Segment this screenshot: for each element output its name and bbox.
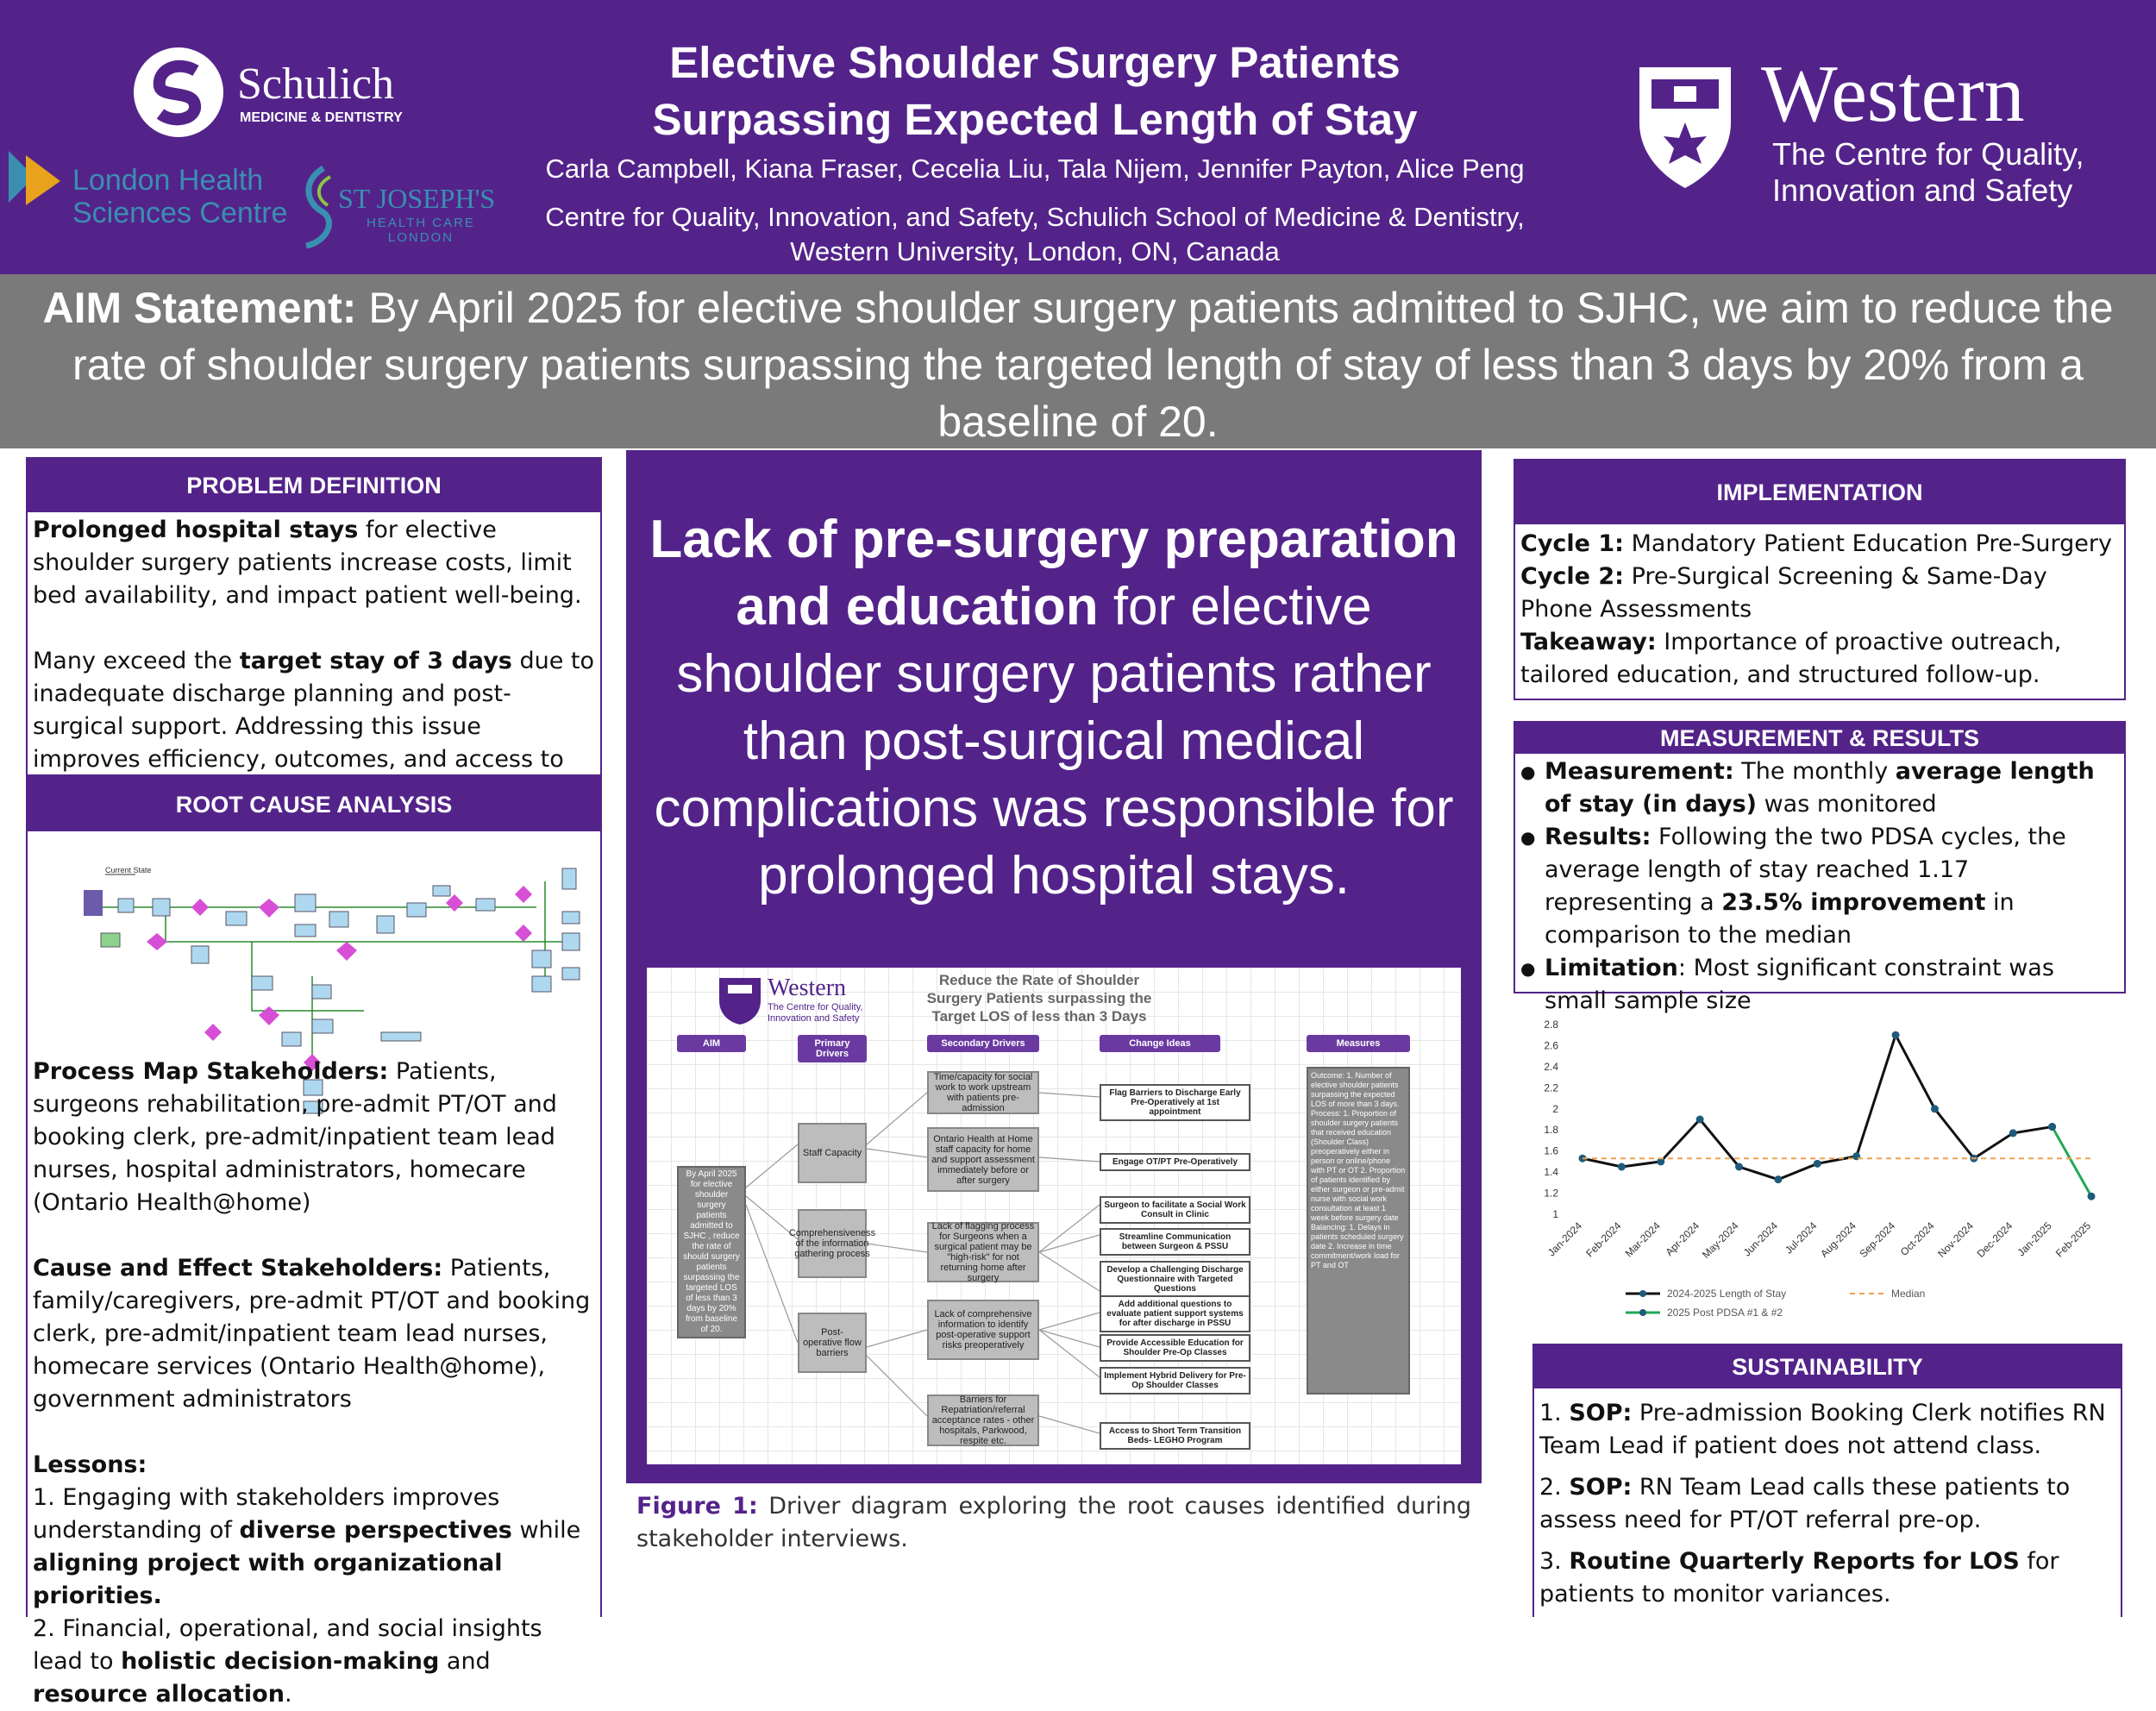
l1-b1: diverse perspectives [239,1517,512,1544]
lhsc-line1: London Health [72,164,264,197]
results-label: Results: [1545,824,1651,850]
sop-3-label: Routine Quarterly Reports for LOS [1569,1548,2020,1575]
driver-head-secondary: Secondary Drivers [927,1035,1039,1052]
results-bold: 23.5% improvement [1721,889,1986,916]
affiliation-line1: Centre for Quality, Innovation, and Safety, Schulich School of Medicine & Dentistry, [545,202,1525,232]
implementation-panel [1514,459,2126,700]
affiliation [517,200,1552,269]
cause-effect-stakeholders [33,1252,595,1416]
schulich-subtitle: MEDICINE & DENTISTRY [240,110,403,125]
key-finding-rest: for elective shoulder surgery patients rather than post-surgical medical complications was responsible for prolonged hospital stays. [654,577,1454,906]
x-tick-label: Dec-2024 [1974,1219,2015,1260]
l2-c: and [439,1648,491,1675]
sop-3-text: for patients to monitor variances. [1539,1548,2059,1608]
measurement-panel [1514,721,2126,1014]
y-tick-label: 2.6 [1544,1039,1558,1052]
caption-label: Figure 1: [636,1493,758,1520]
takeaway-label: Takeaway: [1520,629,1657,655]
data-point [1774,1175,1782,1183]
data-point [2009,1129,2017,1137]
sjhc-logo-icon [298,164,341,250]
cycle-1 [1520,528,2119,561]
x-tick-label: Feb-2024 [1583,1219,1624,1260]
western-sub2: Innovation and Safety [1772,172,2073,208]
lhsc-line2: Sciences Centre [72,197,288,229]
key-finding-bold: Lack of pre-surgery preparation and education [649,510,1458,636]
sop-3-num: 3. [1539,1548,1570,1575]
sop-2 [1539,1471,2115,1537]
legend-marker [1639,1309,1646,1316]
limitation-label: Limitation [1545,955,1678,981]
driver-change-8: Implement Hybrid Delivery for Pre-Op Shoulder Classes [1100,1367,1250,1394]
problem-p2-rest: due to inadequate discharge planning and post-surgical support. Addressing this issue improves efficiency, outcomes, and access to [33,648,595,773]
y-tick-label: 1 [1552,1208,1558,1220]
driver-change-9: Access to Short Term Transition Beds- LEGHO Program [1100,1422,1250,1450]
data-point [1892,1031,1900,1039]
driver-secondary-5: Barriers for Repatriation/referral acceptance rates - other hospitals, Parkwood, respite etc. [927,1394,1039,1446]
los-chart-svg [1514,1000,2134,1328]
process-map-title: Current State [105,866,152,874]
aim-statement [0,274,2156,448]
data-point [1696,1116,1704,1124]
l2-a: 2. Financial, operational, and social insights lead to [33,1615,542,1675]
driver-change-4: Streamline Communication between Surgeon & PSSU [1100,1228,1250,1256]
y-tick-label: 1.6 [1544,1144,1558,1157]
sop-1 [1539,1397,2115,1463]
data-point [2048,1123,2056,1131]
driver-head-change: Change Ideas [1100,1035,1220,1052]
limitation-text: : Most significant constraint was small sample size [1545,955,2054,1014]
x-tick-label: Feb-2025 [2053,1219,2094,1260]
center-column [626,450,1482,1617]
problem-p1-bold: Prolonged hospital stays [33,517,359,543]
pm-bold: Process Map Stakeholders: [33,1058,389,1085]
driver-title: Reduce the Rate of Shoulder Surgery Patients surpassing the Target LOS of less than 3 Days [926,972,1152,1025]
sop-1-num: 1. [1539,1400,1570,1426]
ce-rest: Patients, family/caregivers, pre-admit PT/OT and booking clerk, pre-admit/inpatient team lead nurses, homecare services (Ontario Health@home), government administrators [33,1255,591,1413]
legend-marker [1639,1290,1646,1297]
driver-western-sub1: The Centre for Quality, [768,1002,863,1012]
driver-primary-1: Staff Capacity [798,1123,867,1183]
process-map-stakeholders [33,1056,595,1219]
driver-secondary-4: Lack of comprehensive information to identify post-operative support risks preoperatively [927,1300,1039,1360]
results-a: Following the two PDSA cycles, the average length of stay reached 1.17 representing a [1545,824,2066,916]
key-finding [626,506,1482,910]
rca-text [28,1056,600,1711]
western-sub1: The Centre for Quality, [1772,136,2084,172]
problem-p2-bold: target stay of 3 days [239,648,512,674]
driver-diagram [647,968,1461,1464]
sop-2-num: 2. [1539,1474,1570,1501]
x-tick-label: Mar-2024 [1622,1219,1663,1260]
lessons-label: Lessons: [33,1451,147,1478]
western-name: Western [1761,49,2025,139]
driver-change-5: Develop a Challenging Discharge Questionnaire with Targeted Questions [1100,1261,1250,1298]
title-line2: Surpassing Expected Length of Stay [652,95,1418,144]
driver-primary-3: Post-operative flow barriers [798,1313,867,1373]
x-tick-label: Jun-2024 [1740,1219,1781,1259]
cycle-1-label: Cycle 1: [1520,530,1624,557]
y-tick-label: 1.8 [1544,1124,1558,1137]
los-chart [1514,1000,2134,1328]
sop-3 [1539,1545,2115,1611]
sjhc-sub2: LONDON [387,230,454,245]
sop-1-label: SOP: [1569,1400,1633,1426]
sop-2-label: SOP: [1569,1474,1633,1501]
data-point [1814,1160,1821,1168]
l1-c: while [511,1517,581,1544]
x-tick-label: Jan-2025 [2015,1219,2054,1259]
results-rest: in comparison to the median [1545,889,2015,949]
y-tick-label: 1.4 [1544,1166,1558,1179]
results-bullet [1520,821,2119,952]
measurement-bold: average length of stay (in days) [1545,758,2095,818]
lesson-2 [33,1613,595,1711]
driver-secondary-3: Lack of flagging process for Surgeons when a surgical patient may be "high-risk" for not returning home after surgery [927,1222,1039,1282]
l1-b2: aligning project with organizational priorities. [33,1550,503,1609]
western-crest-icon [1634,62,1736,191]
x-tick-label: Nov-2024 [1935,1219,1976,1260]
takeaway-text: Importance of proactive outreach, tailored education, and structured follow-up. [1520,629,2062,688]
lessons [33,1449,595,1711]
takeaway [1520,626,2119,692]
cycle-2 [1520,561,2119,626]
measurement-a: The monthly [1733,758,1896,785]
pm-rest: Patients, surgeons rehabilitation, pre-admit PT/OT and booking clerk, pre-admit/inpatient team lead nurses, hospital administrators, homecare (Ontario Health@home) [33,1058,557,1216]
series-line-1 [2053,1127,2091,1197]
driver-head-primary: Primary Drivers [798,1035,867,1062]
driver-change-1: Flag Barriers to Discharge Early Pre-Operatively at 1st appointment [1100,1084,1250,1121]
data-point [2088,1193,2096,1200]
schulich-name: Schulich [237,60,394,109]
x-tick-label: Sep-2024 [1857,1219,1898,1260]
driver-aim-box: By April 2025 for elective shoulder surgery patients admitted to SJHC , reduce the rate of should surgery patients surpassing the targeted LOS of less than 3 days by 20% from baseline of 20. [677,1166,746,1338]
cycle-2-text: Pre-Surgical Screening & Same-Day Phone Assessments [1520,563,2047,623]
driver-measures-box: Outcome: 1. Number of elective shoulder patients surpassing the expected LOS of more than 3 days. Process: 1. Proportion of shoulder surgery patients that received education (Shoulder Class) preoperatively either in person or online/phone with PT or OT 2. Proportion of patients identified by either surgeon or pre-admit nurse with social work consultation at least 1 week before surgery date Balancing: 1. Delays in patients scheduled surgery date 2. Increase in time commitment/work load for PT and OT [1307,1067,1410,1394]
sjhc-name: ST JOSEPH'S [338,183,496,214]
problem-p2-a: Many exceed the [33,648,240,674]
l2-d: . [284,1681,292,1708]
driver-secondary-1: Time/capacity for social work to work upstream with patients pre-admission [927,1071,1039,1114]
title-line1: Elective Shoulder Surgery Patients [669,38,1401,87]
measurement-label: Measurement: [1545,758,1734,785]
problem-p1-rest: for elective shoulder surgery patients increase costs, limit bed availability, and impact patient well-being. [33,517,582,609]
aim-text: By April 2025 for elective shoulder surgery patients admitted to SJHC, we aim to reduce the rate of shoulder surgery patients surpassing the targeted length of stay of less than 3 days by 20% from a baseline of 20. [72,284,2114,446]
poster-title [517,34,1552,148]
lhsc-logo-icon [0,147,62,209]
sop-2-text: RN Team Lead calls these patients to assess need for PT/OT referral pre-op. [1539,1474,2071,1533]
x-tick-label: Oct-2024 [1897,1219,1937,1259]
y-tick-label: 2.8 [1544,1018,1558,1031]
x-tick-label: Apr-2024 [1663,1219,1702,1259]
lhsc-name [72,164,287,229]
data-point [1735,1163,1743,1171]
rca-heading: ROOT CAUSE ANALYSIS [28,778,600,831]
driver-change-3: Surgeon to facilitate a Social Work Consult in Clinic [1100,1196,1250,1224]
aim-label: AIM Statement: [42,284,357,332]
problem-heading: PROBLEM DEFINITION [28,459,600,512]
driver-western-sub2: Innovation and Safety [768,1013,860,1024]
legend-label: Median [1891,1288,1926,1300]
header-banner [0,0,2156,274]
sjhc-sub1: HEALTH CARE [367,216,475,230]
measurement-bullet [1520,755,2119,821]
measurement-rest: was monitored [1757,791,1937,818]
x-tick-label: Jul-2024 [1782,1219,1820,1257]
schulich-logo-icon [131,45,226,140]
lesson-1 [33,1482,595,1613]
driver-change-7: Provide Accessible Education for Shoulder Pre-Op Classes [1100,1334,1250,1362]
driver-primary-2: Comprehensiveness of the information gathering process [798,1209,867,1278]
ce-bold: Cause and Effect Stakeholders: [33,1255,443,1282]
caption-text: Driver diagram exploring the root causes identified during stakeholder interviews. [636,1493,1471,1552]
sop-1-text: Pre-admission Booking Clerk notifies RN Team Lead if patient does not attend class. [1539,1400,2106,1459]
authors: Carla Campbell, Kiana Fraser, Cecelia Liu, Tala Nijem, Jennifer Payton, Alice Peng [545,154,1525,184]
sustainability-heading: SUSTAINABILITY [1534,1345,2121,1388]
data-point [1618,1163,1626,1171]
root-cause-panel [26,776,602,1708]
sjhc-subtitle [367,216,475,245]
driver-head-aim: AIM [677,1035,746,1052]
problem-definition-panel [26,457,602,776]
driver-head-measures: Measures [1307,1035,1410,1052]
y-tick-label: 2.4 [1544,1060,1558,1073]
l2-b1: holistic decision-making [121,1648,440,1675]
implementation-heading: IMPLEMENTATION [1515,461,2124,524]
y-tick-label: 1.2 [1544,1187,1558,1200]
sustainability-panel [1532,1344,2122,1617]
y-tick-label: 2 [1552,1102,1558,1115]
data-point [1931,1105,1939,1112]
x-tick-label: Jan-2024 [1545,1219,1585,1259]
driver-change-6: Add additional questions to evaluate patient support systems for after discharge in PSSU [1100,1295,1250,1332]
driver-western-name: Western [768,975,847,1001]
x-tick-label: May-2024 [1700,1219,1741,1261]
l2-b2: resource allocation [33,1681,285,1708]
y-tick-label: 2.2 [1544,1081,1558,1094]
figure-caption [626,1483,1482,1617]
affiliation-line2: Western University, London, ON, Canada [790,236,1280,266]
cycle-2-label: Cycle 2: [1520,563,1624,590]
driver-secondary-2: Ontario Health at Home staff capacity for home and support assessment immediately before or after surgery [927,1127,1039,1192]
measurement-heading: MEASUREMENT & RESULTS [1515,723,2124,754]
cycle-1-text: Mandatory Patient Education Pre-Surgery [1623,530,2112,557]
l1-a: 1. Engaging with stakeholders improves understanding of [33,1484,500,1544]
legend-label: 2024-2025 Length of Stay [1667,1288,1787,1300]
legend-label: 2025 Post PDSA #1 & #2 [1667,1307,1783,1319]
problem-paragraph-1 [33,514,595,612]
x-tick-label: Aug-2024 [1818,1219,1858,1260]
driver-change-2: Engage OT/PT Pre-Operatively [1100,1153,1250,1171]
western-subtitle [1772,136,2084,209]
